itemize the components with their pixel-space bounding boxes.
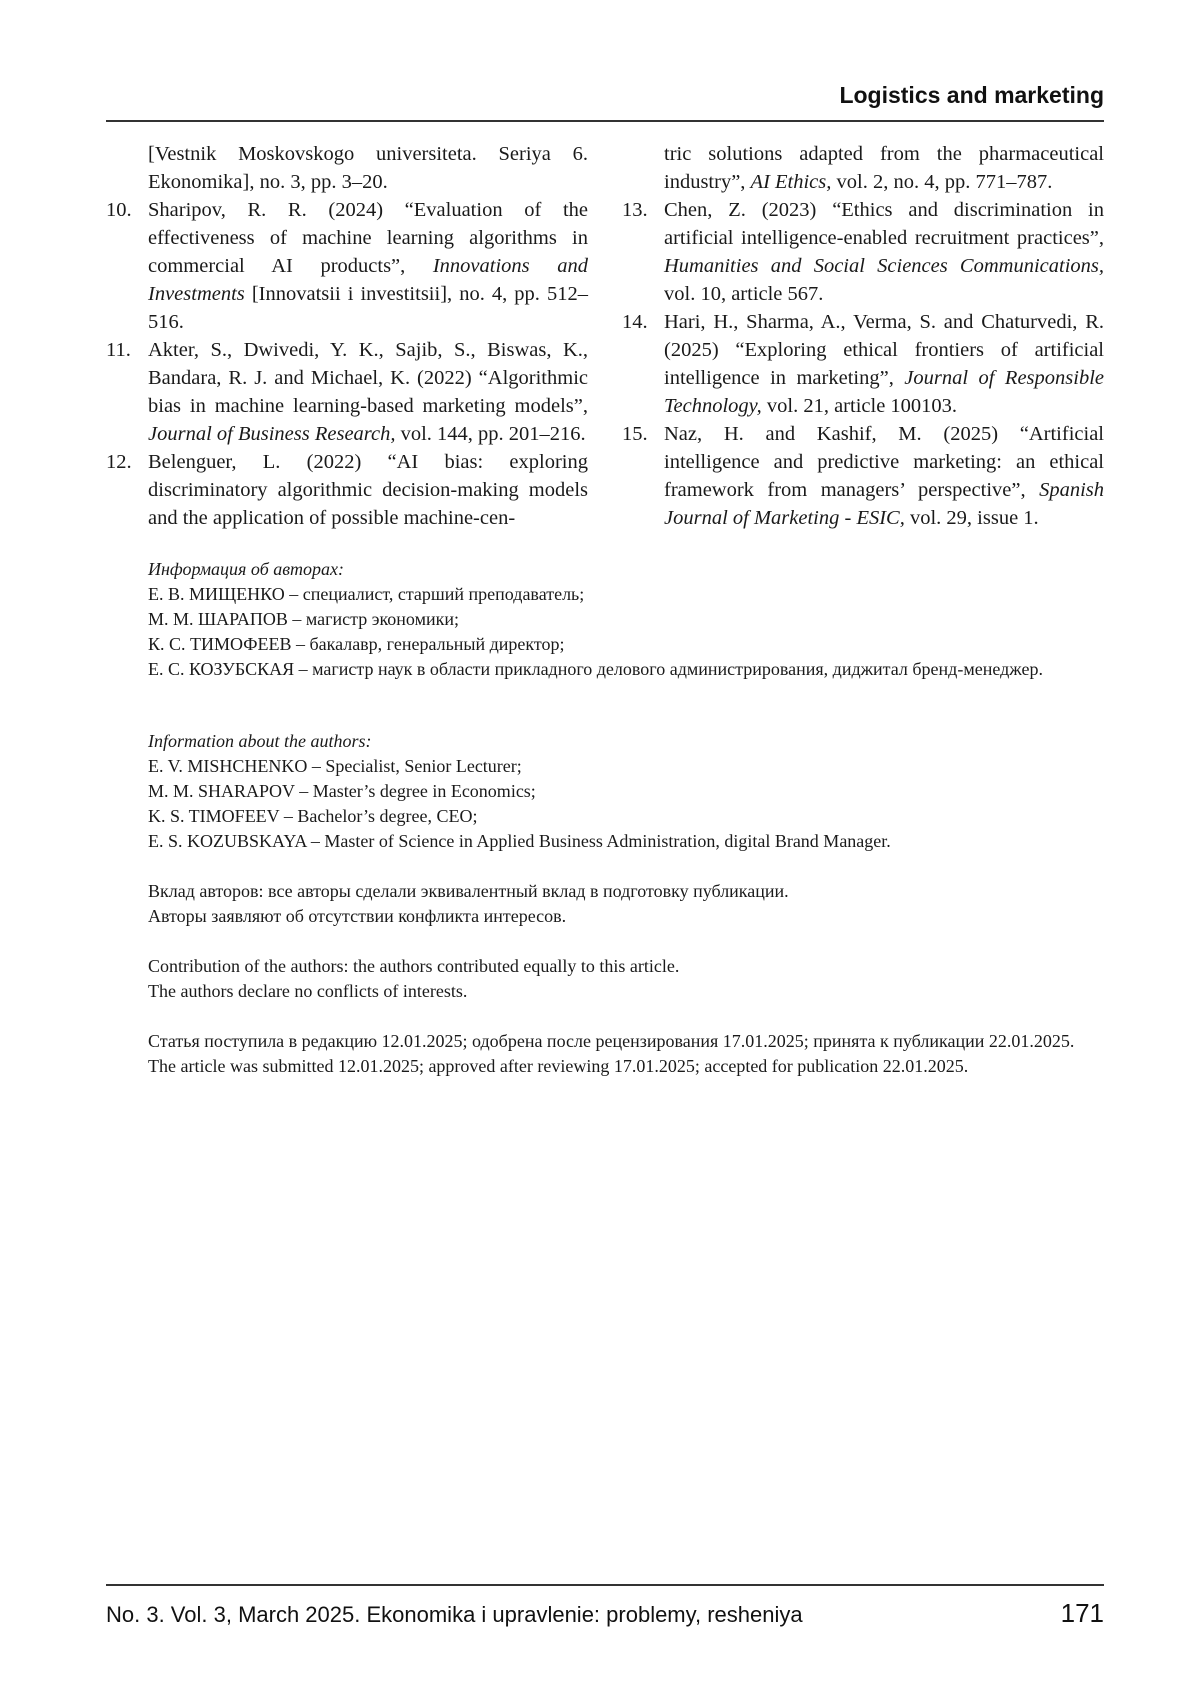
reference-continuation [106, 140, 588, 196]
running-header: Logistics and marketing [839, 82, 1104, 109]
page-number: 171 [1061, 1598, 1104, 1629]
authors-info-en-title: Information about the authors: [148, 729, 1104, 754]
references-right-column [622, 140, 1104, 532]
reference-number: 13. [622, 196, 664, 308]
reference-text: Akter, S., Dwivedi, Y. K., Sajib, S., Biswas, K., Bandara, R. J. and Michael, K. (2022) “Algorithmic bias in machine learning-based marketing models”, Journal of Business Research, vol. 144, pp. 201–216. [148, 336, 588, 448]
reference-text: Belenguer, L. (2022) “AI bias: exploring discriminatory algorithmic decision-making models and the application of possible machine-cen- [148, 448, 588, 532]
journal-title: AI Ethics, [751, 171, 832, 193]
reference-10 [106, 196, 588, 336]
reference-13 [622, 196, 1104, 308]
reference-11 [106, 336, 588, 448]
reference-number: 12. [106, 448, 148, 532]
journal-title: Journal of Responsible Technology, [664, 367, 1104, 417]
journal-title: Spanish Journal of Marketing - ESIC, [664, 479, 1104, 529]
footer-divider [106, 1584, 1104, 1586]
header-divider [106, 120, 1104, 122]
reference-text: Sharipov, R. R. (2024) “Evaluation of the effectiveness of machine learning algorithms in commercial AI products”, Innovations and Investments [Innovatsii i investitsii], no. 4, pp. 512–516. [148, 196, 588, 336]
conflict-line: The authors declare no conflicts of interests. [148, 979, 1104, 1004]
reference-continuation [622, 140, 1104, 196]
references-left-column [106, 140, 588, 532]
author-line: К. С. ТИМОФЕЕВ – бакалавр, генеральный директор; [148, 632, 1104, 657]
author-line: E. V. MISHCHENKO – Specialist, Senior Lecturer; [148, 754, 1104, 779]
journal-footer: No. 3. Vol. 3, March 2025. Ekonomika i upravlenie: problemy, resheniya [106, 1602, 803, 1628]
author-line: M. M. SHARAPOV – Master’s degree in Economics; [148, 779, 1104, 804]
journal-title: Innovations and Investments [148, 255, 588, 305]
reference-14 [622, 308, 1104, 420]
article-dates [148, 1029, 1104, 1079]
reference-number: 14. [622, 308, 664, 420]
author-line: E. S. KOZUBSKAYA – Master of Science in Applied Business Administration, digital Brand Manager. [148, 829, 1104, 854]
dates-en: The article was submitted 12.01.2025; approved after reviewing 17.01.2025; accepted for publication 22.01.2025. [148, 1054, 1104, 1079]
author-line: Е. С. КОЗУБСКАЯ – магистр наук в области прикладного делового администрирования, диджитал бренд-менеджер. [148, 657, 1104, 682]
reference-12 [106, 448, 588, 532]
reference-number: 10. [106, 196, 148, 336]
conflict-line: Авторы заявляют об отсутствии конфликта интересов. [148, 904, 1104, 929]
reference-text: Hari, H., Sharma, A., Verma, S. and Chaturvedi, R. (2025) “Exploring ethical frontiers of artificial intelligence in marketing”, Journal of Responsible Technology, vol. 21, article 100103. [664, 308, 1104, 420]
authors-info-ru-title: Информация об авторах: [148, 557, 1104, 582]
author-line: K. S. TIMOFEEV – Bachelor’s degree, CEO; [148, 804, 1104, 829]
contribution-ru [148, 879, 1104, 929]
reference-15 [622, 420, 1104, 532]
reference-text: Chen, Z. (2023) “Ethics and discrimination in artificial intelligence-enabled recruitment practices”, Humanities and Social Sciences Communications, vol. 10, article 567. [664, 196, 1104, 308]
reference-text: Naz, H. and Kashif, M. (2025) “Artificial intelligence and predictive marketing: an ethical framework from managers’ perspective”, Spanish Journal of Marketing - ESIC, vol. 29, issue 1. [664, 420, 1104, 532]
dates-ru: Статья поступила в редакцию 12.01.2025; одобрена после рецензирования 17.01.2025; принята к публикации 22.01.2025. [148, 1029, 1104, 1054]
reference-number: 11. [106, 336, 148, 448]
contribution-en [148, 954, 1104, 1004]
author-line: Е. В. МИЩЕНКО – специалист, старший преподаватель; [148, 582, 1104, 607]
contribution-line: Вклад авторов: все авторы сделали эквивалентный вклад в подготовку публикации. [148, 879, 1104, 904]
authors-info-ru [148, 557, 1104, 682]
reference-text: [Vestnik Moskovskogo universiteta. Seriya 6. Ekonomika], no. 3, pp. 3–20. [106, 140, 588, 196]
journal-title: Humanities and Social Sciences Communications, [664, 255, 1104, 277]
author-line: М. М. ШАРАПОВ – магистр экономики; [148, 607, 1104, 632]
reference-number: 15. [622, 420, 664, 532]
authors-info-en [148, 729, 1104, 854]
contribution-line: Contribution of the authors: the authors contributed equally to this article. [148, 954, 1104, 979]
reference-text: tric solutions adapted from the pharmaceutical industry”, AI Ethics, vol. 2, no. 4, pp. 771–787. [622, 140, 1104, 196]
journal-title: Journal of Business Research, [148, 423, 395, 445]
